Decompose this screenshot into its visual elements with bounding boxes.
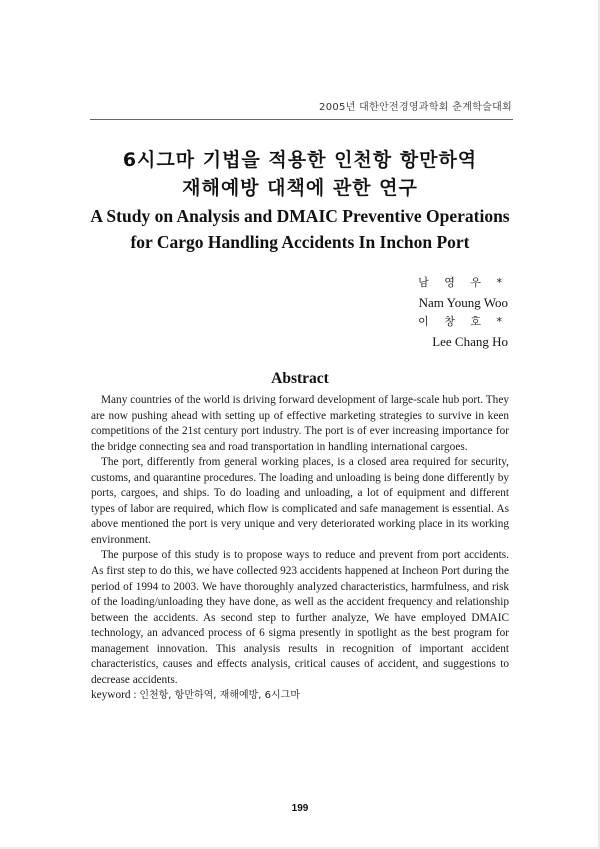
abstract-heading: Abstract [271,370,329,387]
author-1-english-name: Nam Young Woo [418,294,508,310]
keywords-label: keyword : [91,689,140,702]
author-2-korean-name: 이 창 호 * [418,315,508,328]
author-1-korean-name: 남 영 우 * [418,276,508,289]
korean-title-line-1: 6시그마 기법을 적용한 인천항 항만하역 [122,149,478,171]
abstract-body [91,393,509,704]
page-number: 199 [291,803,309,814]
header-rule [90,119,513,120]
abstract-paragraph-2: The port, differently from general working places, is a closed area required for security, customs, and quarantine procedures. The loading and unloading is being done differently by ports, cargoes, and ships. To do loading and unloading, a lot of equipment and different types of labor are required, which flow is complicated and safe management is essential. As above mentioned the port is very unique and very deteriorated working place in its working environment. [91,456,509,546]
title-block [0,146,600,254]
running-header: 2005년 대한안전경영과학회 춘계학술대회 [319,102,512,113]
english-title-line-2: for Cargo Handling Accidents In Inchon Port [130,232,470,252]
keywords-line [91,688,509,704]
english-title-line-1: A Study on Analysis and DMAIC Preventive Operations [90,206,510,226]
abstract-paragraph-3: The purpose of this study is to propose ways to reduce and prevent from port accidents. As first step to do this, we have collected 923 accidents happened at Incheon Port during the period of 1994 to 2003. We have thoroughly analyzed characteristics, harmfulness, and risk of the loading/unloading they have done, as well as the accident frequency and relationship between the accidents. As second step to further analyze, We have employed DMAIC technology, an advanced process of 6 sigma presently in spotlight as the best program for management innovation. This analysis results in recognition of important accident characteristics, causes and effects analysis, critical causes of accident, and suggestions to decrease accidents. [91,549,509,686]
korean-title-line-2: 재해예방 대책에 관한 연구 [182,177,418,199]
author-list [418,273,508,351]
abstract-paragraph-1: Many countries of the world is driving forward development of large-scale hub port. They are now pushing ahead with setting up of effective marketing strategies to survive in keen competitions of the 21st century port industry. The port is of ever increasing importance for the bridge connecting sea and road transportation in handling international cargoes. [91,394,509,453]
author-2-english-name: Lee Chang Ho [432,333,508,349]
keywords-values: 인천항, 항만하역, 재해예방, 6시그마 [139,690,301,702]
